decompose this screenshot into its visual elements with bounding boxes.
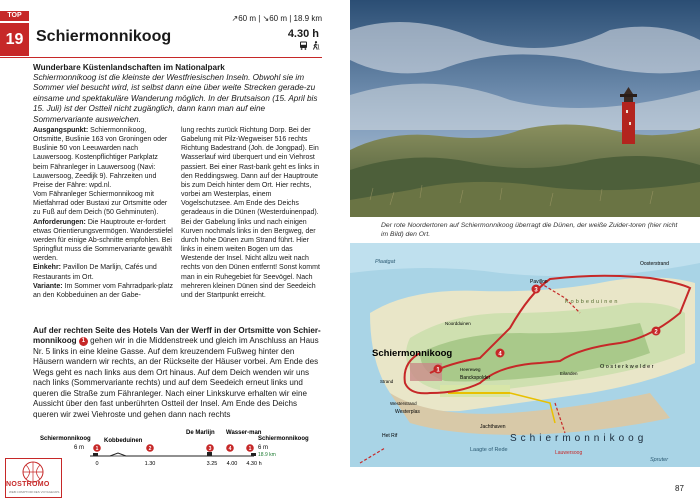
profile-label: De Marlijn	[186, 430, 215, 436]
info-variant-label: Variante:	[33, 282, 63, 290]
info-column-left	[33, 126, 175, 300]
profile-marker-label: 2	[148, 446, 152, 452]
map-marker-label: 2	[654, 329, 658, 336]
profile-tick: 4.00	[226, 461, 238, 467]
map-label: Jachthaven	[480, 424, 506, 430]
logo-subtitle: WEB COMPTOIR DES VOYAGEURS	[9, 490, 60, 494]
profile-label: Wasser-man	[226, 430, 262, 436]
hiker-icon	[311, 41, 320, 50]
map-label: Strand	[380, 379, 394, 384]
top-badge: TOP	[0, 11, 29, 21]
info-start-label: Ausgangspunkt:	[33, 127, 89, 134]
map-label: Westerstrand	[390, 401, 417, 406]
info-start-2: Vom Fähranleger Schiermonnikoog mit Mietfahrrad oder Bustaxi zur Ortsmitte oder zu Fuß auf dem Deich (50 Gehminuten).	[33, 191, 168, 217]
bus-icon	[251, 453, 256, 456]
info-column-right	[181, 126, 323, 300]
photo-caption: Der rote Noordertoren auf Schiermonnikoog überragt die Dünen, der weiße Zuider-toren (hier nicht im Bild) den Ort.	[381, 222, 678, 238]
bus-icon	[93, 453, 98, 456]
map-sea-label: Schiermonnikoog	[510, 433, 648, 444]
map-marker-label: 3	[534, 287, 538, 294]
route-description-body: gehen wir in die Middenstreek und gleich im Anschluss an Haus Nr. 5 links in eine kleine Gasse. Auf dem kreuzendem Fußweg hinter den Häusern wandern wir rechts, an der Rückseite der Häuser vorbei. Am Ende des Wegs geht es nach links aus dem Ort hinaus. Auf dem Deich wenden wir uns nach links (Sommervariante rechts) und auf dem Seedeich erneut links und queren die Straße zum Fähranleger. Nach einer Linkskurve erhalten wir eine Aussicht über den fast unberührten Ostteil der Insel. Am Ende des Deichs queren wir zwei Viehroste und gehen dann nach rechts	[33, 336, 319, 419]
info-start	[33, 126, 175, 190]
elevation-end: 6 m	[258, 445, 269, 451]
map-label: Westerplas	[395, 409, 420, 415]
elevation-start: 6 m	[73, 445, 84, 451]
info-variant-continued: lung rechts zurück Richtung Dorp. Bei der Gabelung mit Pilz-Wegweiser 516 rechts Richtung Badestrand (Joh. de Jongpad). Ein Wasserlauf wird überquert und ein Viehrost passiert. Bei einer Rast-bank geht es links in den Reddingsweg. Dann auf der Hauptroute bis zum Deich hinter dem Ort. Hier rechts, vorbei am Westerplas, einem Vogelschutzsee. Am Ende des Deichs geradeaus in die Dünen (Westerduinenpad). Bei der Gabelung links und nach einigen Kurven nochmals links in den Bergweg, der durch hohe Dünen zum Strand führt. Hier links in einem weiten Bogen um das Westende der Insel. Nicht allzu weit nach rechts von den Dünen entfernt! Sonst kommt man in ein Ruhegebiet für Seevögel. Nach mehreren kleinen Dünen sind der Seedeich und der Startpunkt erreicht.	[181, 127, 320, 299]
route-description-lead: Auf der rechten Seite des Hotels Van der Werff in der Ortsmitte von Schier-monnikoog	[33, 326, 321, 346]
map-marker-label: 4	[498, 351, 502, 358]
info-requirements-label: Anforderungen:	[33, 218, 86, 226]
tour-number: 19	[0, 23, 29, 56]
info-requirements-text: Die Hauptroute er-fordert etwas Orientierungsvermögen. Wanderstiefel werden für einige Ab-schnitte empfohlen. Bei Springflut muss die Sommervariante gewählt werden.	[33, 218, 173, 263]
route-map	[350, 243, 700, 467]
profile-markers	[93, 444, 254, 452]
map-label: Plaatgat	[375, 259, 396, 265]
route-description	[33, 326, 322, 420]
info-variant	[33, 282, 175, 300]
transport-icons	[299, 41, 320, 50]
page-title: Schiermonnikoog	[36, 28, 172, 45]
map-label: Het Rif	[382, 433, 398, 439]
profile-ticks	[95, 461, 261, 467]
map-label: Oosterkwelder	[600, 364, 655, 370]
map-label: Oosterstrand	[640, 261, 669, 267]
profile-marker-label: 3	[208, 446, 212, 452]
profile-label: Kobbeduinen	[104, 438, 143, 444]
map-label: Eilanden	[560, 371, 578, 376]
map-label: Noordduinen	[445, 321, 471, 326]
info-food-label: Einkehr:	[33, 264, 62, 272]
tour-duration: 4.30 h	[287, 28, 319, 40]
profile-tick: 1.30	[144, 461, 156, 467]
map-label: Banckspolder	[460, 375, 491, 381]
bus-icon	[299, 41, 308, 50]
profile-label: Schiermonnikoog	[40, 436, 91, 442]
map-marker-label: 1	[436, 367, 440, 374]
waypoint-marker: 1	[79, 337, 88, 346]
info-food-text: Pavillon De Marlijn, Cafés und Restaurants im Ort.	[33, 264, 157, 281]
map-label: Lauwersoog	[555, 450, 583, 456]
profile-marker-label: 1	[95, 446, 99, 452]
info-requirements	[33, 218, 175, 264]
map-label: Laagte of Rede	[470, 447, 508, 453]
map-label: Spruter	[650, 457, 669, 463]
profile-tick: 3.25	[206, 461, 218, 467]
map-title: Schiermonnikoog	[372, 348, 453, 359]
profile-marker-label: 4	[228, 446, 232, 452]
header-rule	[0, 57, 322, 58]
map-label: Pavillon	[530, 279, 548, 285]
lighthouse	[620, 87, 637, 144]
info-start-text: Schiermonnikoog, Ortsmitte, Buslinie 163 von Groningen oder Buslinie 50 von Leeuwarden nach Lauwersoog. Kostenpflichtiger Parkplatz beim Fähranleger in Lauwersoog (Navi: Lauwersoog, Zeedijk 9). Fahrzeiten und Preise der Fähre: wpd.nl.	[33, 127, 168, 189]
tour-stats: ↗60 m | ↘60 m | 18.9 km	[231, 14, 322, 23]
profile-marker-label: 1	[248, 446, 252, 452]
page-number: 87	[675, 484, 684, 493]
profile-icons	[93, 452, 256, 456]
distance-end: 18.9 km	[258, 452, 276, 458]
map-label: Kobbeduinen	[565, 299, 620, 305]
subtitle: Wunderbare Küstenlandschaften im Nationalpark	[33, 63, 225, 72]
info-food	[33, 263, 175, 281]
profile-tick: 4.30 h	[246, 461, 262, 467]
profile-line	[90, 453, 254, 456]
intro-text: Schiermonnikoog ist die kleinste der Westfriesischen Inseln. Obwohl sie im Sommer viel besucht wird, ist selbst dann eine über weite Strecken gerade-zu einsame und spektakuläre Wanderung möglich. In der Brutsaison (15. April bis 15. Juli) ist der Ostteil nicht zugänglich, dann kann man auf eine Sommervariante ausweichen.	[33, 73, 318, 124]
profile-tick: 0	[95, 461, 99, 467]
lighthouse-photo	[350, 0, 700, 217]
restaurant-icon	[207, 452, 212, 456]
logo-name: NOSTROMO	[6, 481, 50, 488]
map-label: Heereweg	[460, 367, 481, 372]
info-variant-text: Im Sommer vom Fahrradpark-platz an den Kobbeduinen an der Gabe-	[33, 282, 174, 299]
profile-label: Schiermonnikoog	[258, 436, 309, 442]
